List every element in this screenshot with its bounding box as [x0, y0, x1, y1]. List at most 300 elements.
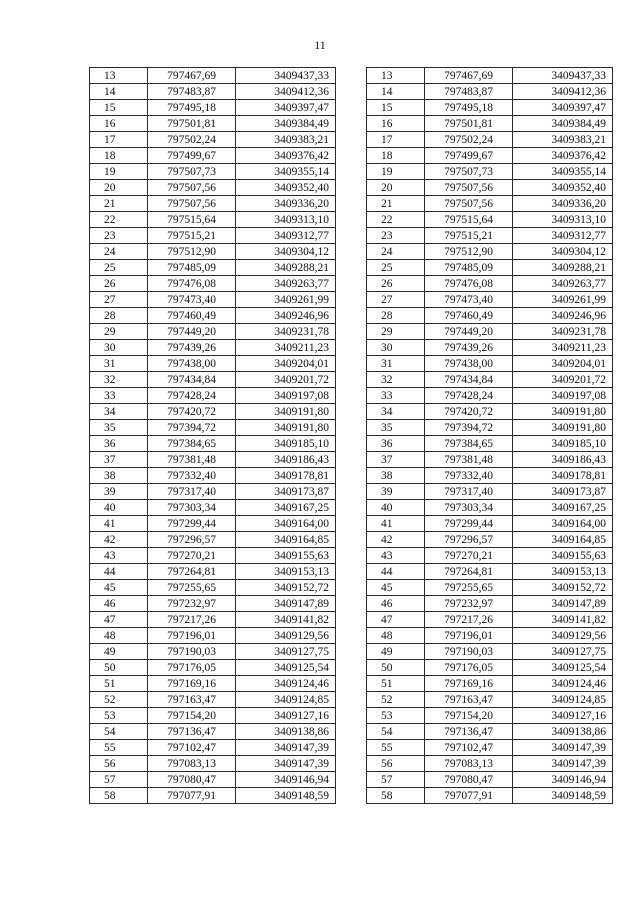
table-row: [90, 420, 336, 436]
point-number-cell: 54: [90, 724, 148, 740]
x-coordinate-cell: 797495,18: [425, 100, 513, 116]
table-row: [90, 612, 336, 628]
table-row: [90, 468, 336, 484]
x-coordinate-cell: 797102,47: [425, 740, 513, 756]
y-coordinate-cell: 3409288,21: [513, 260, 613, 276]
table-row: [90, 484, 336, 500]
point-number-cell: 38: [90, 468, 148, 484]
table-row: [90, 756, 336, 772]
point-number-cell: 21: [367, 196, 425, 212]
x-coordinate-cell: 797507,56: [148, 180, 236, 196]
table-row: [90, 84, 336, 100]
y-coordinate-cell: 3409186,43: [513, 452, 613, 468]
table-row: [90, 228, 336, 244]
point-number-cell: 33: [367, 388, 425, 404]
table-row: [367, 756, 613, 772]
point-number-cell: 26: [367, 276, 425, 292]
y-coordinate-cell: 3409412,36: [513, 84, 613, 100]
y-coordinate-cell: 3409376,42: [513, 148, 613, 164]
y-coordinate-cell: 3409352,40: [236, 180, 336, 196]
point-number-cell: 20: [90, 180, 148, 196]
point-number-cell: 31: [90, 356, 148, 372]
x-coordinate-cell: 797420,72: [148, 404, 236, 420]
y-coordinate-cell: 3409147,89: [513, 596, 613, 612]
table-row: [367, 580, 613, 596]
y-coordinate-cell: 3409336,20: [513, 196, 613, 212]
y-coordinate-cell: 3409167,25: [236, 500, 336, 516]
x-coordinate-cell: 797502,24: [148, 132, 236, 148]
x-coordinate-cell: 797270,21: [425, 548, 513, 564]
table-row: [90, 436, 336, 452]
point-number-cell: 26: [90, 276, 148, 292]
x-coordinate-cell: 797495,18: [148, 100, 236, 116]
point-number-cell: 42: [367, 532, 425, 548]
table-row: [367, 260, 613, 276]
y-coordinate-cell: 3409125,54: [513, 660, 613, 676]
point-number-cell: 55: [90, 740, 148, 756]
table-row: [90, 276, 336, 292]
x-coordinate-cell: 797501,81: [425, 116, 513, 132]
y-coordinate-cell: 3409173,87: [236, 484, 336, 500]
point-number-cell: 43: [90, 548, 148, 564]
x-coordinate-cell: 797473,40: [148, 292, 236, 308]
y-coordinate-cell: 3409178,81: [513, 468, 613, 484]
x-coordinate-cell: 797296,57: [425, 532, 513, 548]
y-coordinate-cell: 3409384,49: [513, 116, 613, 132]
y-coordinate-cell: 3409127,16: [513, 708, 613, 724]
x-coordinate-cell: 797317,40: [425, 484, 513, 500]
x-coordinate-cell: 797136,47: [148, 724, 236, 740]
table-row: [90, 356, 336, 372]
x-coordinate-cell: 797190,03: [148, 644, 236, 660]
point-number-cell: 21: [90, 196, 148, 212]
table-row: [90, 340, 336, 356]
y-coordinate-cell: 3409127,16: [236, 708, 336, 724]
y-coordinate-cell: 3409261,99: [236, 292, 336, 308]
point-number-cell: 18: [367, 148, 425, 164]
point-number-cell: 32: [90, 372, 148, 388]
table-row: [90, 548, 336, 564]
y-coordinate-cell: 3409148,59: [513, 788, 613, 804]
table-row: [90, 404, 336, 420]
table-row: [367, 548, 613, 564]
table-row: [90, 132, 336, 148]
y-coordinate-cell: 3409437,33: [513, 68, 613, 84]
y-coordinate-cell: 3409164,00: [513, 516, 613, 532]
point-number-cell: 25: [367, 260, 425, 276]
table-row: [367, 356, 613, 372]
y-coordinate-cell: 3409201,72: [236, 372, 336, 388]
table-row: [367, 148, 613, 164]
point-number-cell: 31: [367, 356, 425, 372]
point-number-cell: 18: [90, 148, 148, 164]
y-coordinate-cell: 3409246,96: [513, 308, 613, 324]
y-coordinate-cell: 3409397,47: [236, 100, 336, 116]
table-row: [90, 692, 336, 708]
point-number-cell: 45: [367, 580, 425, 596]
table-row: [367, 676, 613, 692]
point-number-cell: 51: [367, 676, 425, 692]
coordinates-table-left: [89, 67, 336, 804]
point-number-cell: 20: [367, 180, 425, 196]
y-coordinate-cell: 3409204,01: [513, 356, 613, 372]
table-row: [367, 324, 613, 340]
x-coordinate-cell: 797080,47: [425, 772, 513, 788]
y-coordinate-cell: 3409138,86: [236, 724, 336, 740]
y-coordinate-cell: 3409173,87: [513, 484, 613, 500]
y-coordinate-cell: 3409263,77: [513, 276, 613, 292]
point-number-cell: 28: [367, 308, 425, 324]
table-row: [367, 692, 613, 708]
y-coordinate-cell: 3409312,77: [236, 228, 336, 244]
x-coordinate-cell: 797499,67: [148, 148, 236, 164]
table-row: [90, 708, 336, 724]
table-row: [367, 516, 613, 532]
point-number-cell: 36: [90, 436, 148, 452]
y-coordinate-cell: 3409376,42: [236, 148, 336, 164]
table-row: [90, 628, 336, 644]
point-number-cell: 47: [367, 612, 425, 628]
table-row: [90, 644, 336, 660]
x-coordinate-cell: 797467,69: [425, 68, 513, 84]
y-coordinate-cell: 3409155,63: [236, 548, 336, 564]
x-coordinate-cell: 797332,40: [148, 468, 236, 484]
table-row: [367, 500, 613, 516]
y-coordinate-cell: 3409352,40: [513, 180, 613, 196]
x-coordinate-cell: 797255,65: [425, 580, 513, 596]
table-row: [90, 116, 336, 132]
y-coordinate-cell: 3409148,59: [236, 788, 336, 804]
y-coordinate-cell: 3409147,39: [513, 740, 613, 756]
x-coordinate-cell: 797136,47: [425, 724, 513, 740]
point-number-cell: 52: [367, 692, 425, 708]
table-row: [367, 164, 613, 180]
y-coordinate-cell: 3409141,82: [236, 612, 336, 628]
table-row: [367, 132, 613, 148]
x-coordinate-cell: 797303,34: [425, 500, 513, 516]
point-number-cell: 29: [367, 324, 425, 340]
x-coordinate-cell: 797381,48: [148, 452, 236, 468]
y-coordinate-cell: 3409231,78: [513, 324, 613, 340]
point-number-cell: 15: [367, 100, 425, 116]
x-coordinate-cell: 797299,44: [425, 516, 513, 532]
point-number-cell: 58: [367, 788, 425, 804]
table-row: [90, 452, 336, 468]
x-coordinate-cell: 797485,09: [148, 260, 236, 276]
x-coordinate-cell: 797438,00: [148, 356, 236, 372]
table-row: [90, 68, 336, 84]
point-number-cell: 30: [90, 340, 148, 356]
point-number-cell: 40: [367, 500, 425, 516]
y-coordinate-cell: 3409191,80: [236, 404, 336, 420]
point-number-cell: 14: [90, 84, 148, 100]
table-row: [367, 612, 613, 628]
x-coordinate-cell: 797332,40: [425, 468, 513, 484]
x-coordinate-cell: 797439,26: [425, 340, 513, 356]
point-number-cell: 15: [90, 100, 148, 116]
x-coordinate-cell: 797515,21: [148, 228, 236, 244]
table-row: [367, 228, 613, 244]
x-coordinate-cell: 797264,81: [148, 564, 236, 580]
y-coordinate-cell: 3409125,54: [236, 660, 336, 676]
point-number-cell: 23: [90, 228, 148, 244]
point-number-cell: 34: [90, 404, 148, 420]
point-number-cell: 37: [90, 452, 148, 468]
table-row: [367, 772, 613, 788]
point-number-cell: 54: [367, 724, 425, 740]
x-coordinate-cell: 797485,09: [425, 260, 513, 276]
x-coordinate-cell: 797217,26: [425, 612, 513, 628]
point-number-cell: 38: [367, 468, 425, 484]
table-row: [367, 644, 613, 660]
point-number-cell: 46: [90, 596, 148, 612]
point-number-cell: 39: [367, 484, 425, 500]
x-coordinate-cell: 797381,48: [425, 452, 513, 468]
x-coordinate-cell: 797515,21: [425, 228, 513, 244]
point-number-cell: 36: [367, 436, 425, 452]
y-coordinate-cell: 3409383,21: [513, 132, 613, 148]
y-coordinate-cell: 3409263,77: [236, 276, 336, 292]
table-row: [90, 500, 336, 516]
table-row: [90, 260, 336, 276]
point-number-cell: 47: [90, 612, 148, 628]
table-row: [367, 788, 613, 804]
x-coordinate-cell: 797428,24: [148, 388, 236, 404]
x-coordinate-cell: 797299,44: [148, 516, 236, 532]
x-coordinate-cell: 797507,73: [425, 164, 513, 180]
y-coordinate-cell: 3409355,14: [513, 164, 613, 180]
y-coordinate-cell: 3409304,12: [513, 244, 613, 260]
table-row: [90, 388, 336, 404]
x-coordinate-cell: 797449,20: [148, 324, 236, 340]
x-coordinate-cell: 797163,47: [425, 692, 513, 708]
table-row: [90, 148, 336, 164]
y-coordinate-cell: 3409152,72: [513, 580, 613, 596]
point-number-cell: 22: [90, 212, 148, 228]
x-coordinate-cell: 797512,90: [148, 244, 236, 260]
y-coordinate-cell: 3409185,10: [513, 436, 613, 452]
y-coordinate-cell: 3409124,46: [513, 676, 613, 692]
table-row: [367, 308, 613, 324]
x-coordinate-cell: 797083,13: [425, 756, 513, 772]
y-coordinate-cell: 3409129,56: [513, 628, 613, 644]
table-row: [367, 212, 613, 228]
x-coordinate-cell: 797434,84: [425, 372, 513, 388]
x-coordinate-cell: 797303,34: [148, 500, 236, 516]
y-coordinate-cell: 3409147,39: [513, 756, 613, 772]
y-coordinate-cell: 3409153,13: [236, 564, 336, 580]
x-coordinate-cell: 797439,26: [148, 340, 236, 356]
x-coordinate-cell: 797512,90: [425, 244, 513, 260]
point-number-cell: 50: [367, 660, 425, 676]
x-coordinate-cell: 797507,56: [425, 196, 513, 212]
table-row: [367, 340, 613, 356]
y-coordinate-cell: 3409384,49: [236, 116, 336, 132]
table-row: [367, 740, 613, 756]
point-number-cell: 56: [90, 756, 148, 772]
point-number-cell: 44: [367, 564, 425, 580]
y-coordinate-cell: 3409147,39: [236, 740, 336, 756]
table-row: [367, 564, 613, 580]
table-row: [367, 532, 613, 548]
y-coordinate-cell: 3409313,10: [513, 212, 613, 228]
table-row: [367, 84, 613, 100]
point-number-cell: 45: [90, 580, 148, 596]
y-coordinate-cell: 3409153,13: [513, 564, 613, 580]
table-row: [367, 100, 613, 116]
y-coordinate-cell: 3409201,72: [513, 372, 613, 388]
point-number-cell: 22: [367, 212, 425, 228]
x-coordinate-cell: 797384,65: [425, 436, 513, 452]
table-row: [367, 404, 613, 420]
table-row: [90, 324, 336, 340]
point-number-cell: 17: [90, 132, 148, 148]
x-coordinate-cell: 797460,49: [148, 308, 236, 324]
y-coordinate-cell: 3409185,10: [236, 436, 336, 452]
y-coordinate-cell: 3409231,78: [236, 324, 336, 340]
point-number-cell: 32: [367, 372, 425, 388]
table-row: [90, 516, 336, 532]
point-number-cell: 25: [90, 260, 148, 276]
y-coordinate-cell: 3409288,21: [236, 260, 336, 276]
point-number-cell: 48: [90, 628, 148, 644]
x-coordinate-cell: 797196,01: [425, 628, 513, 644]
point-number-cell: 41: [367, 516, 425, 532]
x-coordinate-cell: 797296,57: [148, 532, 236, 548]
table-row: [90, 292, 336, 308]
y-coordinate-cell: 3409261,99: [513, 292, 613, 308]
x-coordinate-cell: 797232,97: [148, 596, 236, 612]
point-number-cell: 41: [90, 516, 148, 532]
y-coordinate-cell: 3409127,75: [236, 644, 336, 660]
point-number-cell: 28: [90, 308, 148, 324]
table-row: [90, 788, 336, 804]
x-coordinate-cell: 797507,56: [425, 180, 513, 196]
table-row: [367, 244, 613, 260]
point-number-cell: 24: [90, 244, 148, 260]
table-row: [367, 68, 613, 84]
point-number-cell: 23: [367, 228, 425, 244]
table-row: [367, 116, 613, 132]
table-row: [90, 564, 336, 580]
x-coordinate-cell: 797264,81: [425, 564, 513, 580]
page-number: 11: [314, 38, 326, 52]
point-number-cell: 33: [90, 388, 148, 404]
table-row: [90, 676, 336, 692]
point-number-cell: 42: [90, 532, 148, 548]
x-coordinate-cell: 797077,91: [148, 788, 236, 804]
x-coordinate-cell: 797083,13: [148, 756, 236, 772]
table-row: [90, 100, 336, 116]
x-coordinate-cell: 797169,16: [148, 676, 236, 692]
point-number-cell: 49: [90, 644, 148, 660]
x-coordinate-cell: 797154,20: [425, 708, 513, 724]
x-coordinate-cell: 797507,56: [148, 196, 236, 212]
y-coordinate-cell: 3409204,01: [236, 356, 336, 372]
point-number-cell: 53: [367, 708, 425, 724]
y-coordinate-cell: 3409124,85: [236, 692, 336, 708]
x-coordinate-cell: 797467,69: [148, 68, 236, 84]
y-coordinate-cell: 3409127,75: [513, 644, 613, 660]
table-row: [90, 180, 336, 196]
x-coordinate-cell: 797154,20: [148, 708, 236, 724]
point-number-cell: 44: [90, 564, 148, 580]
x-coordinate-cell: 797077,91: [425, 788, 513, 804]
point-number-cell: 13: [367, 68, 425, 84]
point-number-cell: 57: [90, 772, 148, 788]
x-coordinate-cell: 797476,08: [148, 276, 236, 292]
point-number-cell: 39: [90, 484, 148, 500]
x-coordinate-cell: 797176,05: [148, 660, 236, 676]
y-coordinate-cell: 3409197,08: [513, 388, 613, 404]
point-number-cell: 16: [90, 116, 148, 132]
table-row: [90, 660, 336, 676]
y-coordinate-cell: 3409147,89: [236, 596, 336, 612]
point-number-cell: 35: [90, 420, 148, 436]
point-number-cell: 24: [367, 244, 425, 260]
x-coordinate-cell: 797420,72: [425, 404, 513, 420]
x-coordinate-cell: 797483,87: [148, 84, 236, 100]
y-coordinate-cell: 3409152,72: [236, 580, 336, 596]
y-coordinate-cell: 3409164,00: [236, 516, 336, 532]
x-coordinate-cell: 797232,97: [425, 596, 513, 612]
table-row: [367, 724, 613, 740]
y-coordinate-cell: 3409191,80: [236, 420, 336, 436]
table-row: [367, 708, 613, 724]
table-row: [367, 180, 613, 196]
point-number-cell: 53: [90, 708, 148, 724]
point-number-cell: 37: [367, 452, 425, 468]
coordinates-table-right: [366, 67, 613, 804]
x-coordinate-cell: 797217,26: [148, 612, 236, 628]
point-number-cell: 34: [367, 404, 425, 420]
y-coordinate-cell: 3409146,94: [513, 772, 613, 788]
x-coordinate-cell: 797499,67: [425, 148, 513, 164]
point-number-cell: 17: [367, 132, 425, 148]
y-coordinate-cell: 3409191,80: [513, 404, 613, 420]
table-row: [367, 196, 613, 212]
y-coordinate-cell: 3409141,82: [513, 612, 613, 628]
x-coordinate-cell: 797255,65: [148, 580, 236, 596]
y-coordinate-cell: 3409124,46: [236, 676, 336, 692]
point-number-cell: 52: [90, 692, 148, 708]
y-coordinate-cell: 3409355,14: [236, 164, 336, 180]
x-coordinate-cell: 797270,21: [148, 548, 236, 564]
y-coordinate-cell: 3409124,85: [513, 692, 613, 708]
table-row: [90, 308, 336, 324]
y-coordinate-cell: 3409383,21: [236, 132, 336, 148]
point-number-cell: 13: [90, 68, 148, 84]
x-coordinate-cell: 797190,03: [425, 644, 513, 660]
x-coordinate-cell: 797196,01: [148, 628, 236, 644]
table-row: [90, 372, 336, 388]
y-coordinate-cell: 3409167,25: [513, 500, 613, 516]
point-number-cell: 30: [367, 340, 425, 356]
point-number-cell: 51: [90, 676, 148, 692]
x-coordinate-cell: 797394,72: [148, 420, 236, 436]
y-coordinate-cell: 3409155,63: [513, 548, 613, 564]
y-coordinate-cell: 3409412,36: [236, 84, 336, 100]
table-row: [367, 468, 613, 484]
point-number-cell: 49: [367, 644, 425, 660]
x-coordinate-cell: 797317,40: [148, 484, 236, 500]
point-number-cell: 56: [367, 756, 425, 772]
table-row: [90, 740, 336, 756]
table-row: [90, 724, 336, 740]
x-coordinate-cell: 797473,40: [425, 292, 513, 308]
x-coordinate-cell: 797169,16: [425, 676, 513, 692]
point-number-cell: 16: [367, 116, 425, 132]
